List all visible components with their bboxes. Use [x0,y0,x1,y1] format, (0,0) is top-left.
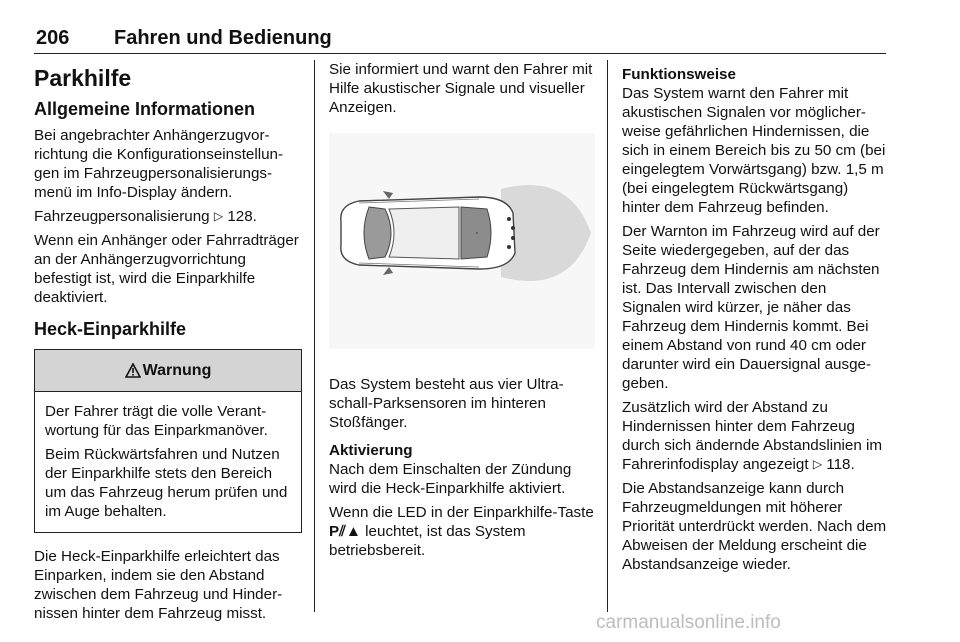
paragraph-rear-assist: Die Heck-Einparkhilfe erleichtert das Einparken, indem sie den Abstand zwischen dem Fahrzeug und Hindernissen hinter dem Fahrzeug misst. [34,548,283,622]
function-heading: Funktionsweise [622,66,736,83]
general-info-heading: Allgemeine Informationen [34,99,256,119]
page-number: 206 [36,27,70,49]
paragraph-personalisation [34,207,302,226]
column-left [34,60,302,628]
column-divider [607,60,608,612]
car-top-view-icon [329,133,595,349]
column-right [622,60,888,579]
paragraph-inform: Sie informiert und warnt den Fahrer mit Hilfe akustischer Signale und visueller Anzeigen. [329,61,593,116]
paragraph-config: Bei angebrachter Anhängerzugvorrichtung die Konfigurationseinstellungen im Fahrzeugpersonalisierungsmenü im Info-Display ändern. [34,127,284,201]
personalisation-text: Fahrzeugpersonalisierung [34,208,210,225]
warning-body [35,392,301,532]
warning-title: Warnung [142,361,212,379]
watermark: carmanualsonline.info [596,612,781,633]
paragraph-activation: Nach dem Einschalten der Zündung wird die Heck-Einparkhilfe aktiviert. [329,461,572,497]
column-divider [314,60,315,612]
page-reference-arrow-icon: ▷ [812,457,823,471]
page-ref: 128. [227,208,257,225]
chapter-title: Fahren und Bedienung [114,27,332,49]
distance-text: Zusätzlich wird der Abstand zu Hindernissen hinter dem Fahrzeug durch sich ändernde Abstandslinien im Fahrerinfodisplay angezeigt [622,399,883,473]
warning-header [35,350,301,392]
page-header [34,26,886,54]
paragraph-led [329,503,595,560]
paragraph-distance-display [622,398,888,474]
paragraph-trailer: Wenn ein Anhänger oder Fahrradträger an der Anhängerzugvorrichtung befestigt ist, wird die Einparkhilfe deaktiviert. [34,232,299,306]
warning-triangle-icon [125,363,141,378]
led-text-b: leuchtet, ist das System betriebsbereit. [329,523,526,559]
distance-ref: 118. [826,456,855,473]
paragraph-warning-tone: Der Warnton im Fahrzeug wird auf der Seite wiedergegeben, auf der das Fahrzeug dem Hindernis am nächsten ist. Das Intervall zwischen den Signalen wird kürzer, je näher das Fahrzeug dem Hindernis kommt. Bei einem Abstand von rund 40 cm oder darunter wird ein Dauersignal ausgegeben. [622,223,880,392]
warning-box [34,349,302,533]
paragraph-suppression: Die Abstandsanzeige kann durch Fahrzeugmeldungen mit höherer Priorität unterdrückt werden. Nach dem Abweisen der Meldung erscheint die Abstandsanzeige wieder. [622,480,887,573]
warning-text-2: Beim Rückwärtsfahren und Nutzen der Einparkhilfe stets den Bereich um das Fahrzeug herum prüfen und im Auge behalten. [45,446,288,520]
parking-sensor-car-illustration [329,133,595,349]
paragraph-function: Das System warnt den Fahrer mit akustischen Signalen vor möglicherweise gefährlichen Hindernissen, die sich in einem Bereich bis zu 50 cm (bei eingelegtem Vorwärtsgang) bzw. 1,5 m (bei eingelegtem Rückwärtsgang) hinter dem Fahrzeug befinden. [622,85,886,216]
page-reference-arrow-icon: ▷ [213,209,224,223]
activation-heading: Aktivierung [329,442,413,459]
rear-parking-heading: Heck-Einparkhilfe [34,319,187,339]
warning-text-1: Der Fahrer trägt die volle Verantwortung für das Einparkmanöver. [45,403,268,439]
column-middle [329,60,595,565]
led-text-a: Wenn die LED in der Einparkhilfe-Taste [329,504,594,521]
park-pilot-icon: P⫽▲ [329,523,361,540]
paragraph-sensors: Das System besteht aus vier Ultraschall-Parksensoren im hinteren Stoßfänger. [329,376,564,431]
section-title: Parkhilfe [34,65,132,91]
